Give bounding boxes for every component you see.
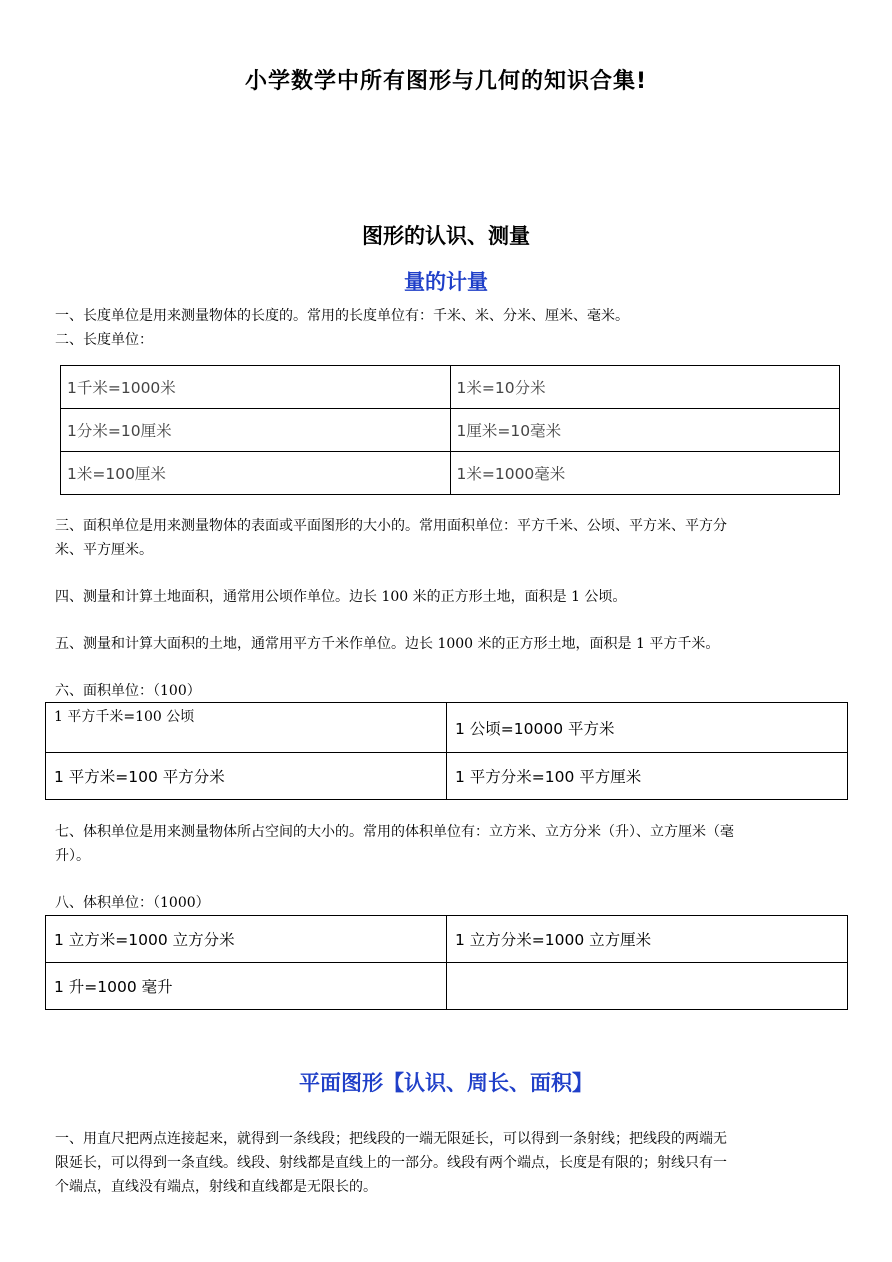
table-row (61, 452, 840, 495)
paragraph-area-units-line1: 三、面积单位是用来测量物体的表面或平面图形的大小的。常用面积单位：平方千米、公顷、平方米、平方分 (55, 518, 727, 534)
table-cell: 1 公顷=10000 平方米 (447, 703, 848, 753)
table-row (46, 963, 848, 1010)
heading-measurement: 量的计量 (404, 270, 488, 294)
volume-units-table (45, 915, 848, 1010)
table-row (61, 409, 840, 452)
table-cell: 1分米=10厘米 (61, 409, 451, 452)
table-row (46, 916, 848, 963)
length-units-table (60, 365, 840, 495)
paragraph-volume-units-line2: 升）。 (55, 848, 90, 864)
paragraph-length-units: 一、长度单位是用来测量物体的长度的。常用的长度单位有：千米、米、分米、厘米、毫米。 (55, 308, 629, 324)
table-cell: 1米=100厘米 (61, 452, 451, 495)
paragraph-volume-units-line1: 七、体积单位是用来测量物体所占空间的大小的。常用的体积单位有：立方米、立方分米（升）、立方厘米（毫 (55, 824, 734, 840)
paragraph-area-units-line2: 米、平方厘米。 (55, 542, 153, 558)
table-cell: 1厘米=10毫米 (450, 409, 840, 452)
paragraph-lines-line2: 限延长，可以得到一条直线。线段、射线都是直线上的一部分。线段有两个端点，长度是有限的；射线只有一 (55, 1155, 727, 1171)
paragraph-lines-line1: 一、用直尺把两点连接起来，就得到一条线段；把线段的一端无限延长，可以得到一条射线；把线段的两端无 (55, 1131, 727, 1147)
section-title: 图形的认识、测量 (362, 224, 530, 248)
table-cell: 1 平方千米=100 公顷 (46, 703, 447, 753)
table-cell: 1 立方米=1000 立方分米 (46, 916, 447, 963)
table-row (61, 366, 840, 409)
paragraph-volume-units-label: 八、体积单位：（1000） (55, 895, 210, 911)
paragraph-length-units-label: 二、长度单位： (55, 332, 153, 348)
table-cell: 1 升=1000 毫升 (46, 963, 447, 1010)
table-cell: 1 平方分米=100 平方厘米 (447, 753, 848, 800)
document-title: 小学数学中所有图形与几何的知识合集! (244, 69, 648, 94)
table-cell: 1千米=1000米 (61, 366, 451, 409)
table-cell: 1 立方分米=1000 立方厘米 (447, 916, 848, 963)
table-cell: 1米=10分米 (450, 366, 840, 409)
paragraph-hectare: 四、测量和计算土地面积，通常用公顷作单位。边长 100 米的正方形土地，面积是 1 公顷。 (55, 589, 627, 605)
table-cell: 1 平方米=100 平方分米 (46, 753, 447, 800)
table-row (46, 753, 848, 800)
heading-plane-figures: 平面图形【认识、周长、面积】 (299, 1071, 593, 1095)
table-row (46, 703, 848, 753)
area-units-table (45, 702, 848, 800)
paragraph-area-units-label: 六、面积单位：（100） (55, 683, 201, 699)
paragraph-lines-line3: 个端点，直线没有端点，射线和直线都是无限长的。 (55, 1179, 377, 1195)
paragraph-square-km: 五、测量和计算大面积的土地，通常用平方千米作单位。边长 1000 米的正方形土地，面积是 1 平方千米。 (55, 636, 720, 652)
table-cell (447, 963, 848, 1010)
table-cell: 1米=1000毫米 (450, 452, 840, 495)
